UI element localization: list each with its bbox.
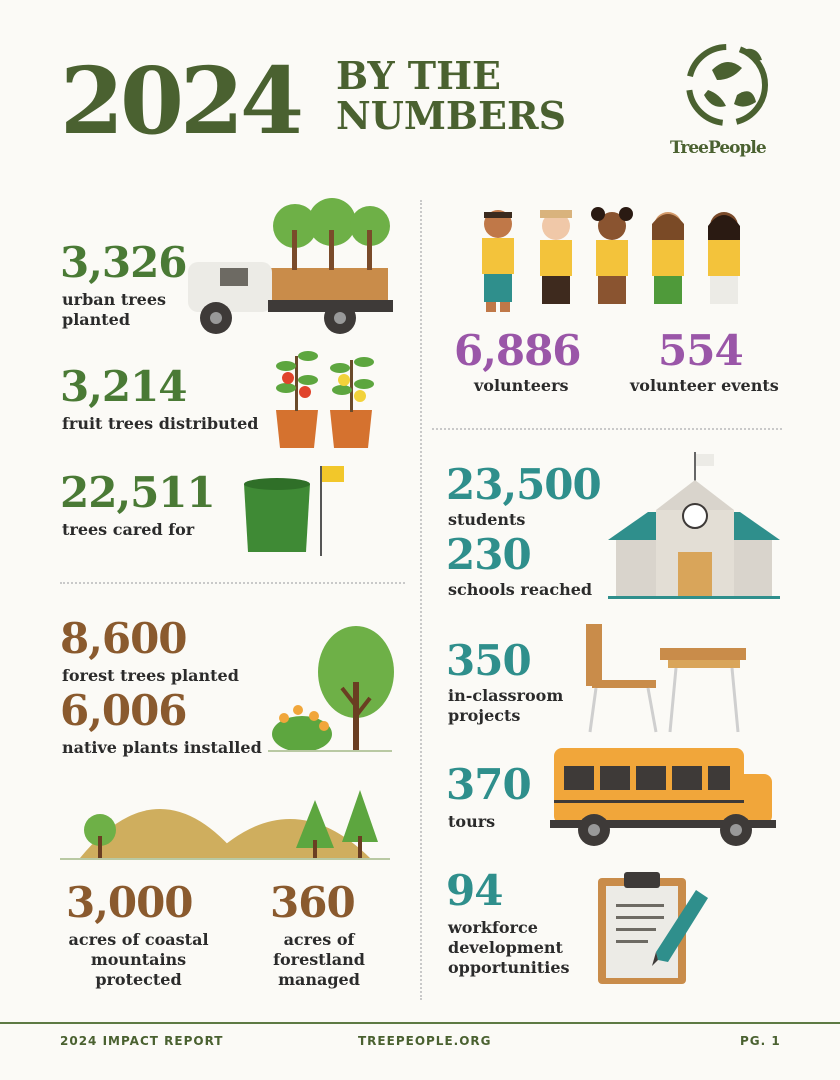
bucket-flag-icon	[240, 462, 350, 557]
stat-coastal-label	[66, 930, 211, 990]
stat-urban-trees-label	[62, 290, 166, 330]
stat-coastal-value: 3,000	[66, 878, 193, 927]
right-divider	[432, 428, 782, 430]
left-divider	[60, 582, 405, 584]
stat-coastal-label-line2: mountains	[90, 950, 187, 969]
stat-forestland-label-line3: managed	[278, 970, 360, 989]
page-title	[336, 53, 567, 138]
stat-urban-trees-value: 3,326	[60, 238, 187, 287]
truck-trees-icon	[180, 200, 400, 340]
stat-schools-value: 230	[446, 530, 531, 579]
stat-fruit-trees-value: 3,214	[60, 362, 187, 411]
stat-volunteer-events-label: volunteer events	[630, 376, 779, 395]
stat-forestland-label-line1: acres of	[283, 930, 355, 949]
stat-volunteer-events-value: 554	[658, 326, 743, 375]
hills-trees-icon	[60, 770, 395, 862]
brand-name: TreePeople	[670, 138, 766, 158]
stat-forestland-value: 360	[270, 878, 355, 927]
stat-tours-value: 370	[446, 760, 531, 809]
stat-volunteers-value: 6,886	[454, 326, 581, 375]
stat-classroom-value: 350	[446, 636, 531, 685]
stat-coastal-label-line3: protected	[95, 970, 182, 989]
logo-leaf-icon	[682, 40, 772, 135]
stat-forest-trees-label: forest trees planted	[62, 666, 239, 685]
stat-native-plants-label: native plants installed	[62, 738, 262, 757]
schoolhouse-icon	[608, 450, 780, 600]
stat-classroom-label	[448, 686, 563, 726]
stat-students-value: 23,500	[446, 460, 601, 509]
stat-classroom-label-line2: projects	[448, 706, 521, 725]
stat-classroom-label-line1: in-classroom	[448, 686, 564, 705]
stat-fruit-trees-label: fruit trees distributed	[62, 414, 259, 433]
stat-volunteers-label: volunteers	[474, 376, 569, 395]
stat-forestland-label-line2: forestland	[273, 950, 365, 969]
clipboard-pen-icon	[596, 868, 716, 988]
stat-workforce-label-line1: workforce	[448, 918, 538, 937]
desk-chair-icon	[582, 620, 752, 736]
page-title-line1: BY THE	[336, 53, 501, 98]
stat-cared-for-label: trees cared for	[62, 520, 195, 539]
stat-workforce-label-line2: development	[448, 938, 563, 957]
vertical-divider	[420, 200, 422, 1000]
stat-native-plants-value: 6,006	[60, 686, 187, 735]
stat-schools-label: schools reached	[448, 580, 593, 599]
stat-workforce-label-line3: opportunities	[448, 958, 570, 977]
school-bus-icon	[550, 744, 778, 850]
stat-forest-trees-value: 8,600	[60, 614, 187, 663]
stat-cared-for-value: 22,511	[60, 468, 215, 517]
footer-website-link[interactable]: TREEPEOPLE.ORG	[358, 1034, 492, 1048]
footer-page-number: PG. 1	[740, 1034, 781, 1048]
stat-forestland-label	[264, 930, 374, 990]
people-group-icon	[470, 204, 755, 316]
footer-report-label: 2024 IMPACT REPORT	[60, 1034, 224, 1048]
stat-tours-label: tours	[448, 812, 496, 831]
page-title-line2: NUMBERS	[336, 93, 567, 138]
stat-urban-trees-label-line2: planted	[62, 310, 131, 329]
stat-workforce-value: 94	[446, 866, 503, 915]
tree-shrub-icon	[268, 622, 398, 754]
footer-rule	[0, 1022, 840, 1024]
stat-urban-trees-label-line1: urban trees	[62, 290, 167, 309]
stat-coastal-label-line1: acres of coastal	[68, 930, 209, 949]
potted-fruit-trees-icon	[272, 336, 382, 451]
page-title-year: 2024	[60, 47, 301, 155]
stat-students-label: students	[448, 510, 526, 529]
stat-workforce-label	[448, 918, 570, 978]
